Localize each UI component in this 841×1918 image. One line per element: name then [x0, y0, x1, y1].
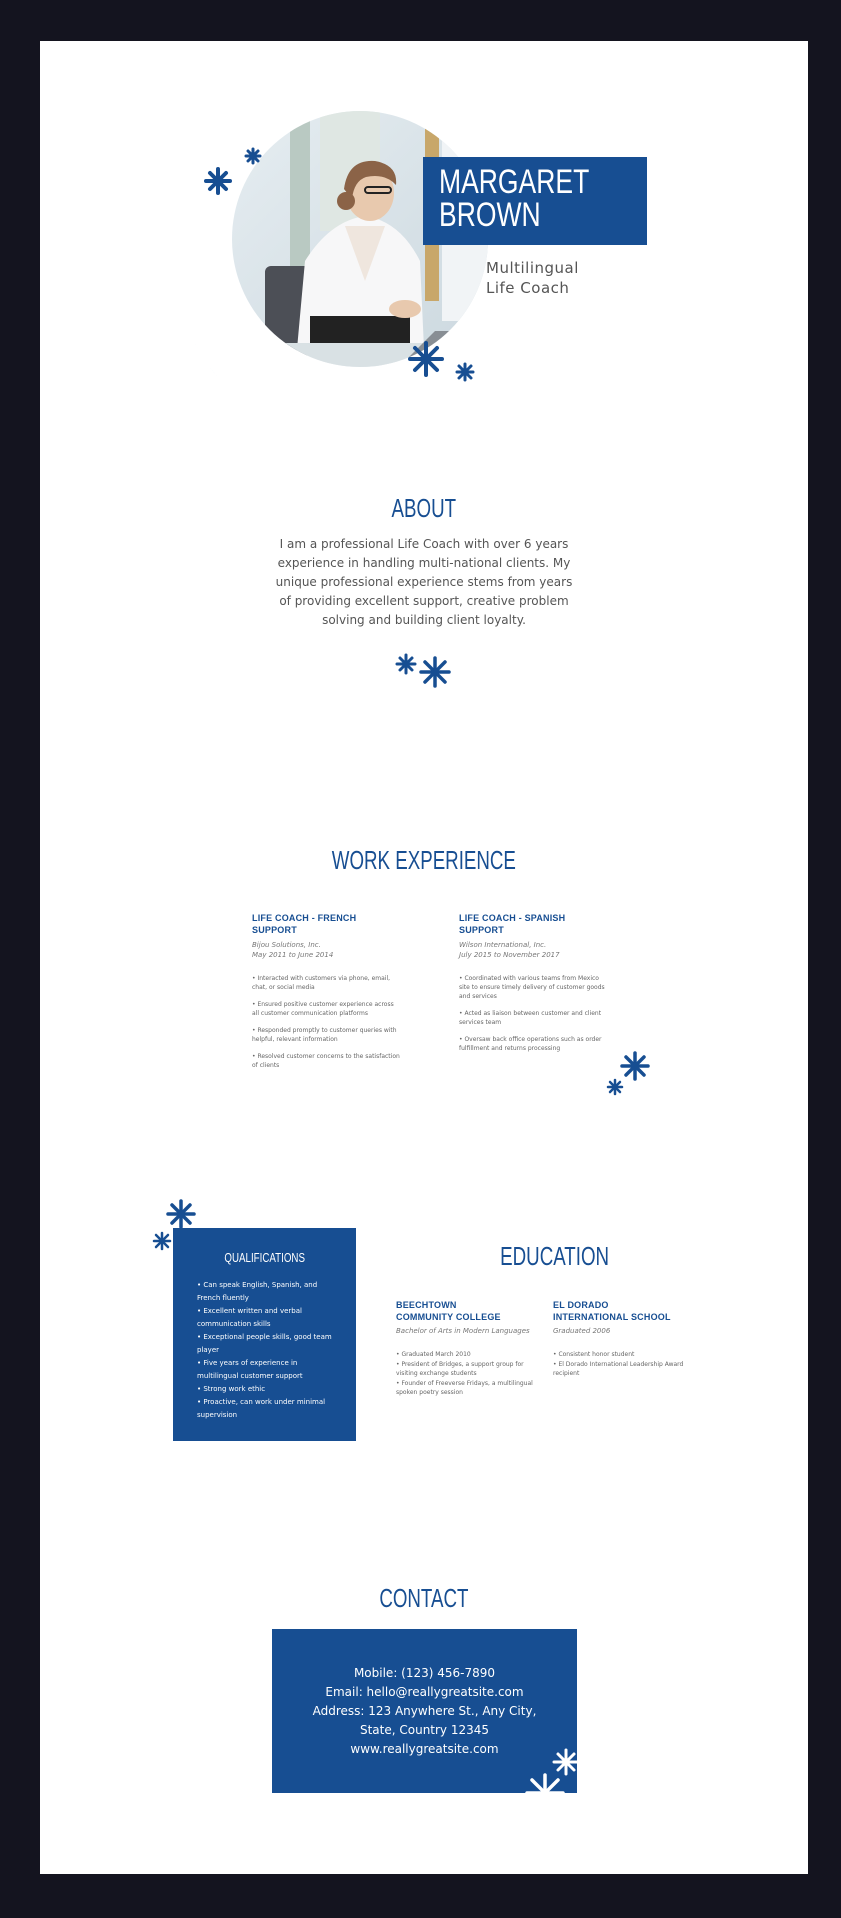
work-stars	[602, 1051, 652, 1101]
contact-stars	[272, 1629, 577, 1793]
qualification-item: • Excellent written and verbal communication skills	[197, 1307, 302, 1328]
school-degree: Bachelor of Arts in Modern Languages	[396, 1327, 530, 1335]
asterisk-star-icon	[206, 169, 230, 193]
asterisk-star-icon	[168, 1201, 194, 1227]
about-line: solving and building client loyalty.	[322, 613, 526, 627]
asterisk-star-icon	[527, 1775, 563, 1793]
qualifications-box	[173, 1228, 356, 1441]
resume-page	[40, 41, 808, 1874]
asterisk-star-icon	[410, 343, 442, 375]
subtitle	[486, 258, 579, 298]
qualification-item: • Proactive, can work under minimal supervision	[197, 1398, 326, 1419]
job-entry	[459, 912, 609, 1061]
job-title: LIFE COACH - FRENCH SUPPORT	[252, 913, 357, 935]
school-entry	[553, 1299, 698, 1379]
contact-box	[272, 1629, 577, 1793]
asterisk-star-icon	[457, 364, 473, 380]
contact-address-line-1: Address: 123 Anywhere St., Any City,	[312, 1704, 537, 1718]
about-line: I am a professional Life Coach with over 6 years	[279, 537, 569, 551]
school-bullet: • Graduated March 2010	[396, 1351, 471, 1358]
job-bullet: • Acted as liaison between customer and client services team	[459, 1010, 602, 1026]
portrait-photo	[220, 101, 520, 403]
school-degree: Graduated 2006	[553, 1327, 611, 1335]
job-dates: July 2015 to November 2017	[459, 951, 560, 959]
qualification-item: • Strong work ethic	[197, 1385, 266, 1393]
contact-website: www.reallygreatsite.com	[350, 1742, 499, 1756]
job-bullet: • Interacted with customers via phone, email, chat, or social media	[252, 975, 391, 991]
qualifications-heading: QUALIFICATIONS	[224, 1250, 305, 1265]
job-bullets	[459, 974, 609, 1053]
about-line: unique professional experience stems from years	[275, 575, 573, 589]
name-line-2: BROWN	[439, 196, 541, 234]
asterisk-star-icon	[608, 1080, 622, 1094]
school-bullets	[553, 1350, 698, 1378]
education-heading: EDUCATION	[500, 1241, 610, 1271]
qualifications-list	[197, 1279, 337, 1422]
about-heading: ABOUT	[391, 493, 457, 523]
asterisk-star-icon	[397, 655, 415, 673]
job-bullet: • Coordinated with various teams from Mexico site to ensure timely delivery of customer goods and services	[459, 975, 605, 1000]
school-bullet: • Consistent honor student	[553, 1351, 635, 1358]
asterisk-star-icon	[154, 1233, 170, 1249]
job-bullet: • Resolved customer concerns to the satisfaction of clients	[252, 1053, 400, 1069]
job-bullets	[252, 974, 402, 1070]
school-entry	[396, 1299, 546, 1398]
job-dates: May 2011 to June 2014	[252, 951, 334, 959]
asterisk-star-icon	[246, 149, 260, 163]
job-bullet: • Ensured positive customer experience across all customer communication platforms	[252, 1001, 394, 1017]
name-line-1: MARGARET	[439, 163, 590, 201]
asterisk-star-icon	[554, 1750, 577, 1774]
job-company: Bijou Solutions, Inc.	[252, 941, 321, 949]
asterisk-star-icon	[421, 658, 449, 686]
contact-address-line-2: State, Country 12345	[359, 1723, 490, 1737]
contact-email: Email: hello@reallygreatsite.com	[325, 1685, 524, 1699]
about-stars	[394, 652, 454, 688]
qualification-item: • Exceptional people skills, good team player	[197, 1333, 332, 1354]
contact-heading: CONTACT	[379, 1583, 469, 1613]
job-company: Wilson International, Inc.	[459, 941, 547, 949]
school-name: BEECHTOWN COMMUNITY COLLEGE	[396, 1300, 501, 1322]
about-line: of providing excellent support, creative problem	[279, 594, 569, 608]
school-bullets	[396, 1350, 546, 1397]
job-bullet: • Responded promptly to customer queries with helpful, relevant information	[252, 1027, 397, 1043]
contact-mobile: Mobile: (123) 456-7890	[353, 1666, 496, 1680]
name-block	[423, 157, 647, 245]
school-name: EL DORADO INTERNATIONAL SCHOOL	[553, 1300, 671, 1322]
job-entry	[252, 912, 402, 1078]
about-line: experience in handling multi-national clients. My	[277, 556, 571, 570]
subtitle-line-2: Life Coach	[486, 279, 570, 297]
about-text	[224, 535, 624, 630]
subtitle-line-1: Multilingual	[486, 259, 579, 277]
asterisk-star-icon	[622, 1053, 648, 1079]
school-bullet: • Founder of Freeverse Fridays, a multilingual spoken poetry session	[396, 1380, 533, 1396]
portrait-graphic	[170, 81, 530, 411]
portrait-group	[170, 81, 530, 411]
job-title: LIFE COACH - SPANISH SUPPORT	[459, 913, 566, 935]
qualification-item: • Can speak English, Spanish, and French fluently	[197, 1281, 318, 1302]
work-heading: WORK EXPERIENCE	[331, 845, 517, 875]
name-text	[439, 163, 590, 234]
qualification-item: • Five years of experience in multilingual customer support	[197, 1359, 303, 1380]
school-bullet: • President of Bridges, a support group for visiting exchange students	[396, 1361, 524, 1377]
school-bullet: • El Dorado International Leadership Award recipient	[553, 1361, 684, 1377]
job-bullet: • Oversaw back office operations such as order fulfillment and returns processing	[459, 1036, 602, 1052]
